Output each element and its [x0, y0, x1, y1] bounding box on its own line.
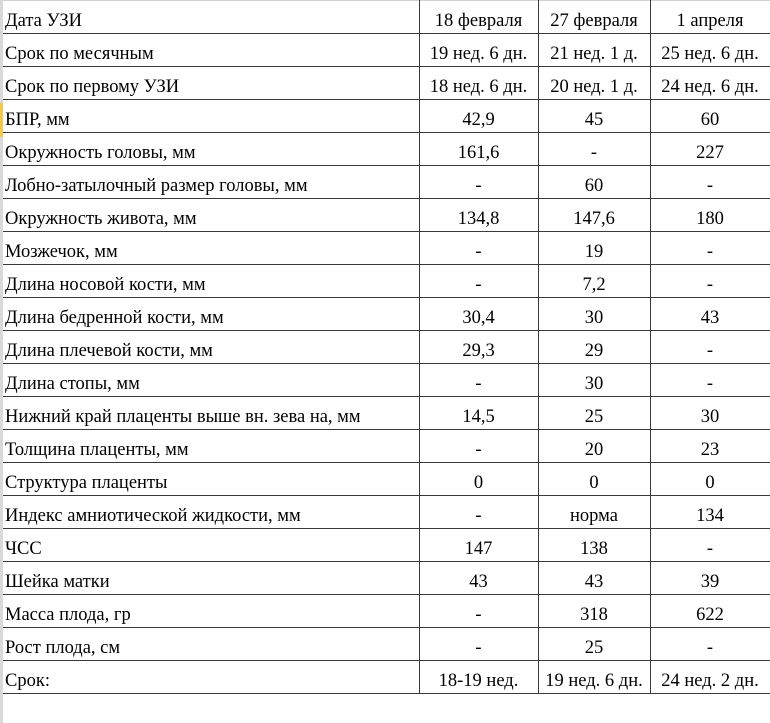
value-cell[interactable]: 18 нед. 6 дн.: [419, 67, 538, 100]
value-cell[interactable]: -: [419, 232, 538, 265]
table-row: [3, 133, 770, 166]
value-cell[interactable]: -: [650, 232, 770, 265]
row-label-cell[interactable]: Длина бедренной кости, мм: [3, 298, 419, 331]
value-cell[interactable]: 25 нед. 6 дн.: [650, 34, 770, 67]
table-row: [3, 100, 770, 133]
row-label-cell[interactable]: Рост плода, см: [3, 628, 419, 661]
value-cell[interactable]: -: [419, 166, 538, 199]
value-cell[interactable]: 18-19 нед.: [419, 661, 538, 694]
header-cell-date-2[interactable]: 27 февраля: [538, 1, 650, 34]
value-cell[interactable]: 7,2: [538, 265, 650, 298]
value-cell[interactable]: 14,5: [419, 397, 538, 430]
table-row: [3, 496, 770, 529]
value-cell[interactable]: -: [419, 595, 538, 628]
row-label-cell[interactable]: Нижний край плаценты выше вн. зева на, мм: [3, 397, 419, 430]
table-row: [3, 364, 770, 397]
value-cell[interactable]: 0: [650, 463, 770, 496]
value-cell[interactable]: 39: [650, 562, 770, 595]
value-cell[interactable]: 161,6: [419, 133, 538, 166]
value-cell[interactable]: 21 нед. 1 д.: [538, 34, 650, 67]
row-label-cell[interactable]: Окружность головы, мм: [3, 133, 419, 166]
row-label-cell[interactable]: Длина стопы, мм: [3, 364, 419, 397]
value-cell[interactable]: 29,3: [419, 331, 538, 364]
value-cell[interactable]: -: [650, 529, 770, 562]
row-label-cell[interactable]: Длина носовой кости, мм: [3, 265, 419, 298]
table-row: [3, 562, 770, 595]
value-cell[interactable]: -: [419, 430, 538, 463]
ultrasound-results-table: [3, 0, 770, 694]
header-cell-label[interactable]: Дата УЗИ: [3, 1, 419, 34]
table-row: [3, 331, 770, 364]
table-row: [3, 232, 770, 265]
row-label-cell[interactable]: Индекс амниотической жидкости, мм: [3, 496, 419, 529]
value-cell[interactable]: 60: [650, 100, 770, 133]
table-row: [3, 199, 770, 232]
value-cell[interactable]: 19: [538, 232, 650, 265]
row-label-cell[interactable]: Окружность живота, мм: [3, 199, 419, 232]
value-cell[interactable]: 30: [650, 397, 770, 430]
table-row: [3, 628, 770, 661]
table-row: [3, 430, 770, 463]
value-cell[interactable]: -: [419, 496, 538, 529]
value-cell[interactable]: 20 нед. 1 д.: [538, 67, 650, 100]
value-cell[interactable]: -: [650, 265, 770, 298]
value-cell[interactable]: 24 нед. 6 дн.: [650, 67, 770, 100]
table-row: [3, 463, 770, 496]
value-cell[interactable]: 134,8: [419, 199, 538, 232]
value-cell[interactable]: -: [419, 364, 538, 397]
value-cell[interactable]: норма: [538, 496, 650, 529]
table-row: [3, 595, 770, 628]
table-row: [3, 661, 770, 694]
row-label-cell[interactable]: ЧСС: [3, 529, 419, 562]
value-cell[interactable]: 138: [538, 529, 650, 562]
value-cell[interactable]: -: [650, 628, 770, 661]
value-cell[interactable]: 25: [538, 397, 650, 430]
value-cell[interactable]: 19 нед. 6 дн.: [419, 34, 538, 67]
row-label-cell[interactable]: Толщина плаценты, мм: [3, 430, 419, 463]
value-cell[interactable]: 147,6: [538, 199, 650, 232]
header-cell-date-3[interactable]: 1 апреля: [650, 1, 770, 34]
value-cell[interactable]: 20: [538, 430, 650, 463]
value-cell[interactable]: 30,4: [419, 298, 538, 331]
value-cell[interactable]: 29: [538, 331, 650, 364]
value-cell[interactable]: -: [419, 265, 538, 298]
row-label-cell[interactable]: Лобно-затылочный размер головы, мм: [3, 166, 419, 199]
header-row: [3, 1, 770, 34]
value-cell[interactable]: 43: [650, 298, 770, 331]
value-cell[interactable]: 60: [538, 166, 650, 199]
value-cell[interactable]: 147: [419, 529, 538, 562]
value-cell[interactable]: 24 нед. 2 дн.: [650, 661, 770, 694]
value-cell[interactable]: 42,9: [419, 100, 538, 133]
value-cell[interactable]: 23: [650, 430, 770, 463]
value-cell[interactable]: -: [650, 166, 770, 199]
table-row: [3, 298, 770, 331]
row-label-cell[interactable]: БПР, мм: [3, 100, 419, 133]
row-label-cell[interactable]: Срок:: [3, 661, 419, 694]
row-label-cell[interactable]: Срок по месячным: [3, 34, 419, 67]
value-cell[interactable]: 0: [419, 463, 538, 496]
value-cell[interactable]: -: [650, 331, 770, 364]
value-cell[interactable]: 19 нед. 6 дн.: [538, 661, 650, 694]
row-label-cell[interactable]: Масса плода, гр: [3, 595, 419, 628]
value-cell[interactable]: 227: [650, 133, 770, 166]
value-cell[interactable]: 43: [419, 562, 538, 595]
value-cell[interactable]: 45: [538, 100, 650, 133]
value-cell[interactable]: 43: [538, 562, 650, 595]
table-row: [3, 67, 770, 100]
row-label-cell[interactable]: Длина плечевой кости, мм: [3, 331, 419, 364]
row-label-cell[interactable]: Шейка матки: [3, 562, 419, 595]
table-row: [3, 397, 770, 430]
table-row: [3, 529, 770, 562]
value-cell[interactable]: 134: [650, 496, 770, 529]
value-cell[interactable]: 622: [650, 595, 770, 628]
value-cell[interactable]: -: [419, 628, 538, 661]
value-cell[interactable]: 30: [538, 298, 650, 331]
row-label-cell[interactable]: Срок по первому УЗИ: [3, 67, 419, 100]
table-row: [3, 166, 770, 199]
table-row: [3, 34, 770, 67]
value-cell[interactable]: -: [538, 133, 650, 166]
row-label-cell[interactable]: Структура плаценты: [3, 463, 419, 496]
value-cell[interactable]: -: [650, 364, 770, 397]
value-cell[interactable]: 25: [538, 628, 650, 661]
value-cell[interactable]: 318: [538, 595, 650, 628]
value-cell[interactable]: 30: [538, 364, 650, 397]
value-cell[interactable]: 0: [538, 463, 650, 496]
header-cell-date-1[interactable]: 18 февраля: [419, 1, 538, 34]
row-label-cell[interactable]: Мозжечок, мм: [3, 232, 419, 265]
value-cell[interactable]: 180: [650, 199, 770, 232]
table-row: [3, 265, 770, 298]
